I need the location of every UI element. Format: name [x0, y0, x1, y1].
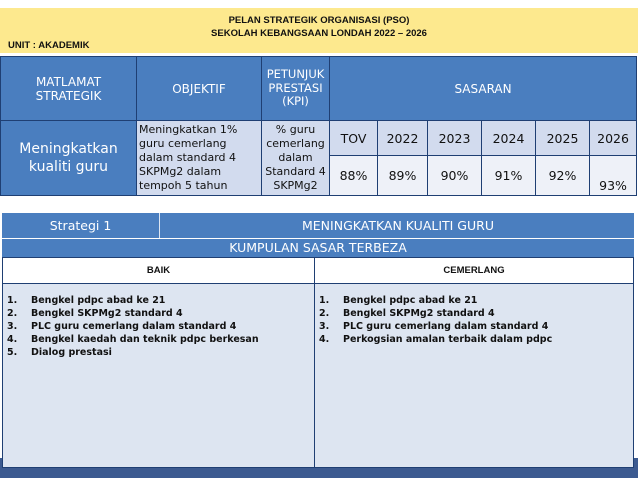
cell-kpi: % guru cemerlang dalam Standard 4 SKPMg2: [262, 121, 330, 196]
list-item: 5. Dialog prestasi: [7, 347, 112, 358]
unit-label: UNIT : AKADEMIK: [8, 40, 90, 51]
cemerlang-heading: CEMERLANG: [314, 258, 633, 284]
year-2026: 2026: [590, 121, 637, 156]
column-divider: [314, 284, 315, 467]
header-matlamat: MATLAMAT STRATEGIK: [1, 57, 137, 121]
cell-objektif: Meningkatkan 1% guru cemerlang dalam standard 4 SKPMg2 dalam tempoh 5 tahun: [137, 121, 262, 196]
list-item: 1. Bengkel pdpc abad ke 21: [319, 295, 478, 306]
value-2023: 90%: [428, 156, 482, 196]
header-objektif: OBJEKTIF: [137, 57, 262, 121]
strategy-title: MENINGKATKAN KUALITI GURU: [302, 218, 494, 233]
strategy-label: Strategi 1: [2, 213, 160, 238]
header-sasaran: SASARAN: [330, 57, 637, 121]
list-item: 2. Bengkel SKPMg2 standard 4: [7, 308, 183, 319]
value-2025: 92%: [536, 156, 590, 196]
baik-heading: BAIK: [3, 258, 314, 284]
list-item: 3. PLC guru cemerlang dalam standard 4: [7, 321, 237, 332]
target-group-title: KUMPULAN SASAR TERBEZA: [2, 239, 634, 257]
year-2025: 2025: [536, 121, 590, 156]
year-2024: 2024: [482, 121, 536, 156]
target-groups-panel: [2, 257, 634, 468]
cell-matlamat: Meningkatkan kualiti guru: [1, 121, 137, 196]
pso-table: [0, 56, 637, 196]
value-tov: 88%: [330, 156, 378, 196]
title-line-2: SEKOLAH KEBANGSAAN LONDAH 2022 – 2026: [211, 28, 427, 39]
header-kpi: PETUNJUK PRESTASI (KPI): [262, 57, 330, 121]
list-item: 2. Bengkel SKPMg2 standard 4: [319, 308, 495, 319]
list-item: 4. Bengkel kaedah dan teknik pdpc berkesan: [7, 334, 259, 345]
list-item: 4. Perkogsian amalan terbaik dalam pdpc: [319, 334, 553, 345]
year-tov: TOV: [330, 121, 378, 156]
value-2022: 89%: [378, 156, 428, 196]
list-item: 3. PLC guru cemerlang dalam standard 4: [319, 321, 549, 332]
cemerlang-list: [319, 294, 629, 346]
page-title: [0, 14, 638, 40]
year-2023: 2023: [428, 121, 482, 156]
year-2022: 2022: [378, 121, 428, 156]
title-line-1: PELAN STRATEGIK ORGANISASI (PSO): [228, 15, 410, 26]
value-2024: 91%: [482, 156, 536, 196]
value-2026: 93%: [590, 156, 637, 196]
list-item: 1. Bengkel pdpc abad ke 21: [7, 295, 166, 306]
baik-list: [7, 294, 309, 359]
